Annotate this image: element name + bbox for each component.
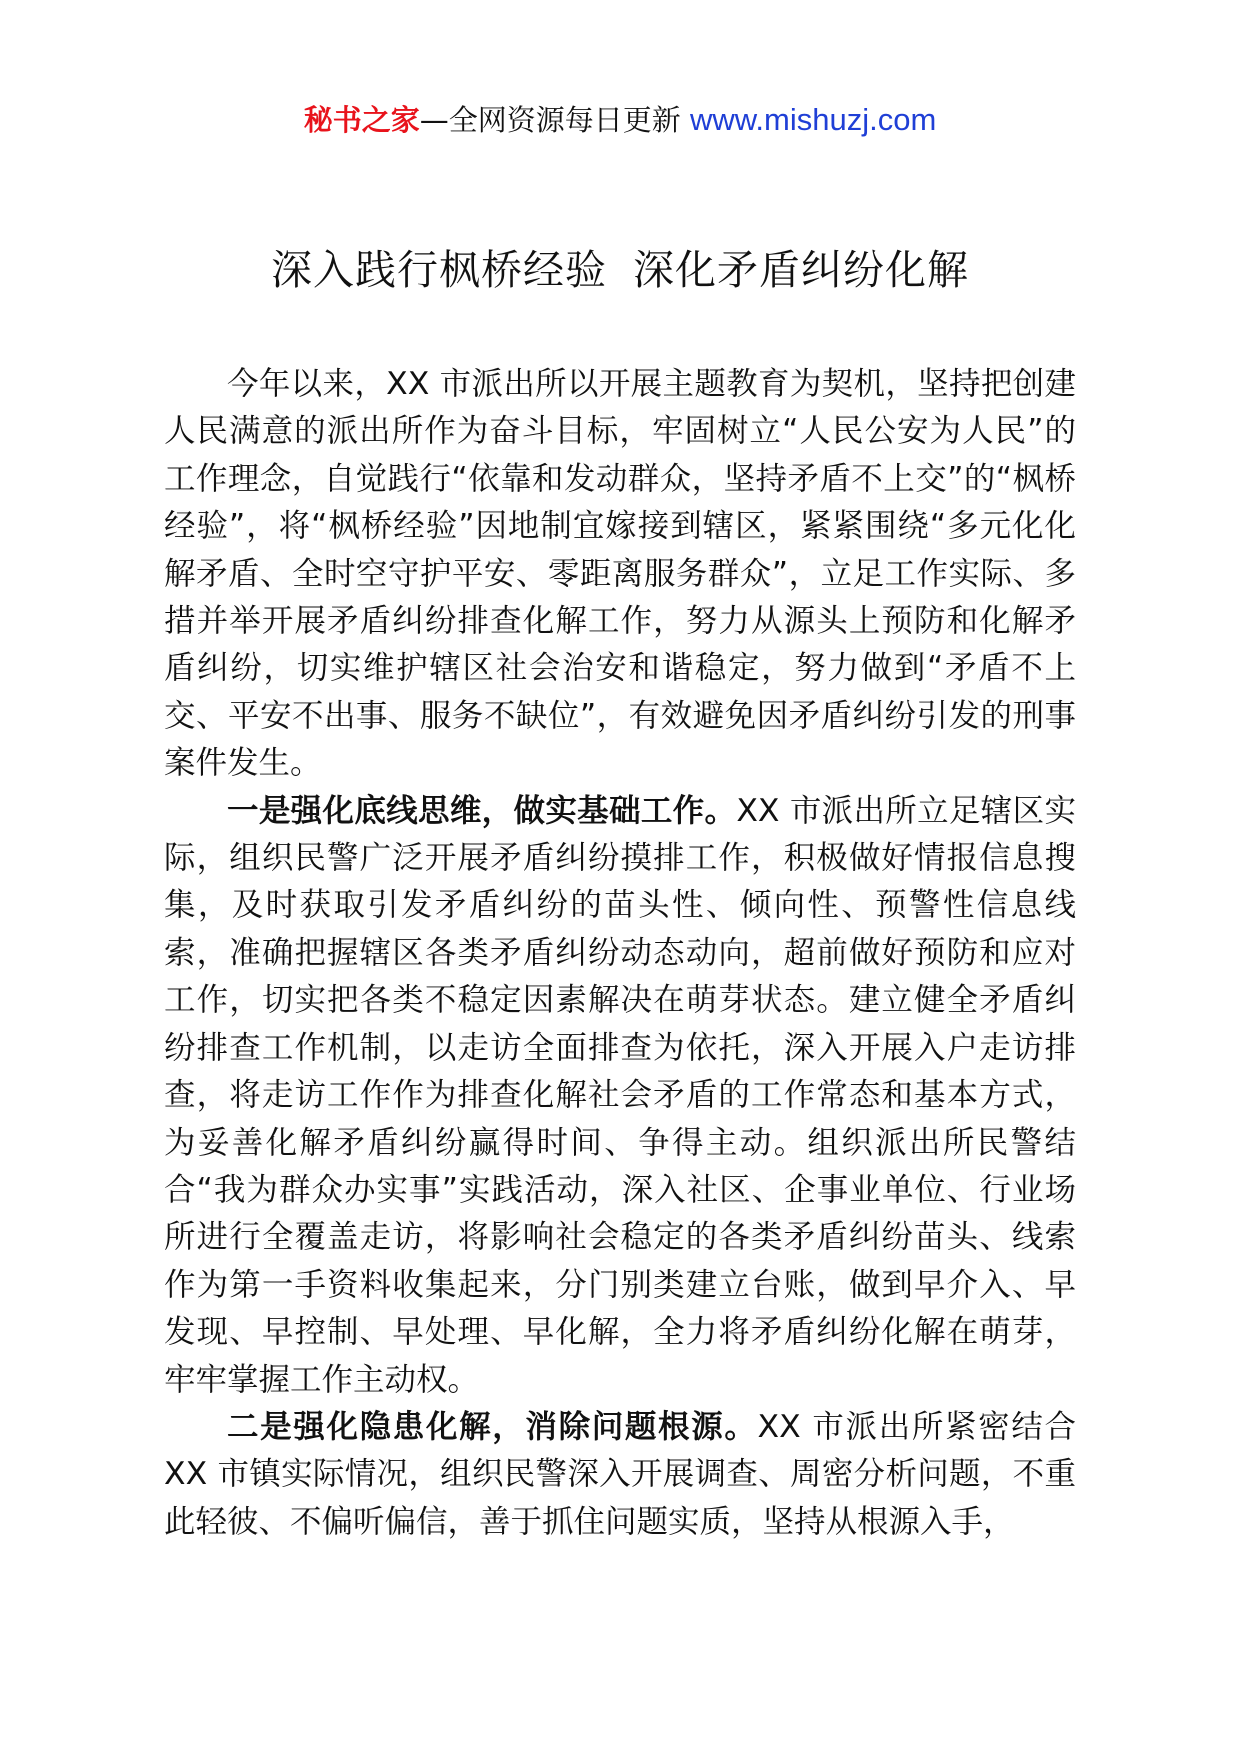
document-body: [164, 361, 1076, 1546]
site-tagline: —全网资源每日更新: [419, 103, 681, 137]
paragraph-point-2: [164, 1404, 1076, 1546]
site-header: [0, 98, 1240, 142]
paragraph-lead: 一是强化底线思维，做实基础工作。: [227, 792, 737, 829]
paragraph-text: XX 市派出所紧密结合 XX 市镇实际情况，组织民警深入开展调查、周密分析问题，不重此轻彼、不偏听偏信，善于抓住问题实质，坚持从根源入手，: [164, 1408, 1076, 1540]
paragraph-text: XX 市派出所立足辖区实际，组织民警广泛开展矛盾纠纷摸排工作，积极做好情报信息搜集，及时获取引发矛盾纠纷的苗头性、倾向性、预警性信息线索，准确把握辖区各类矛盾纠纷动态动向，超前做好预防和应对工作，切实把各类不稳定因素解决在萌芽状态。建立健全矛盾纠纷排查工作机制，以走访全面排查为依托，深入开展入户走访排查，将走访工作作为排查化解社会矛盾的工作常态和基本方式，为妥善化解矛盾纠纷赢得时间、争得主动。组织派出所民警结合“我为群众办实事”实践活动，深入社区、企事业单位、行业场所进行全覆盖走访，将影响社会稳定的各类矛盾纠纷苗头、线索作为第一手资料收集起来，分门别类建立台账，做到早介入、早发现、早控制、早处理、早化解，全力将矛盾纠纷化解在萌芽，牢牢掌握工作主动权。: [164, 792, 1076, 1398]
title-part-2: 深化矛盾纠纷化解: [633, 246, 969, 294]
site-brand: 秘书之家: [303, 103, 420, 137]
site-url-link[interactable]: www.mishuzj.com: [689, 102, 937, 137]
paragraph-point-1: [164, 788, 1076, 1404]
document-title: [0, 240, 1240, 300]
paragraph-text: 今年以来，XX 市派出所以开展主题教育为契机，坚持把创建人民满意的派出所作为奋斗目标，牢固树立“人民公安为人民”的工作理念，自觉践行“依靠和发动群众，坚持矛盾不上交”的“枫桥经验”，将“枫桥经验”因地制宜嫁接到辖区，紧紧围绕“多元化化解矛盾、全时空守护平安、零距离服务群众”，立足工作实际、多措并举开展矛盾纠纷排查化解工作，努力从源头上预防和化解矛盾纠纷，切实维护辖区社会治安和谐稳定，努力做到“矛盾不上交、平安不出事、服务不缺位”，有效避免因矛盾纠纷引发的刑事案件发生。: [164, 366, 1076, 782]
title-part-1: 深入践行枫桥经验: [271, 246, 607, 294]
paragraph-lead: 二是强化隐患化解，消除问题根源。: [227, 1408, 758, 1445]
paragraph-intro: [164, 361, 1076, 788]
